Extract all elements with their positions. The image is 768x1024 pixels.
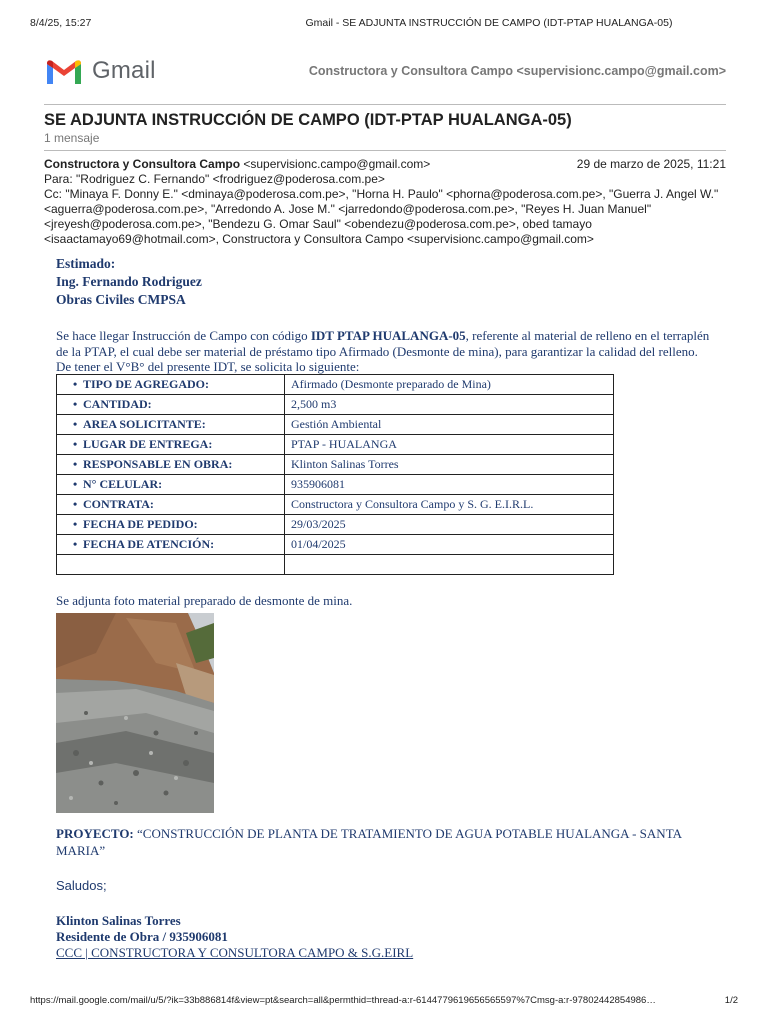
row-value: 935906081: [285, 475, 614, 495]
recipient-dept: Obras Civiles CMPSA: [56, 292, 186, 307]
table-row: [57, 415, 614, 435]
request-table: [56, 374, 614, 575]
row-key: RESPONSABLE EN OBRA:: [83, 457, 233, 471]
closing: Saludos;: [56, 878, 107, 893]
row-key: LUGAR DE ENTREGA:: [83, 437, 213, 451]
gmail-m-icon: [44, 57, 84, 85]
bullet-icon: •: [73, 517, 78, 531]
table-row: [57, 435, 614, 455]
greeting-line: Estimado:: [56, 256, 116, 271]
table-row: [57, 455, 614, 475]
divider: [44, 104, 726, 105]
table-row: [57, 375, 614, 395]
row-key: N° CELULAR:: [83, 477, 163, 491]
intro-text: Se hace llegar Instrucción de Campo con código: [56, 328, 311, 343]
account-address: Constructora y Consultora Campo <supervisionc.campo@gmail.com>: [308, 64, 726, 78]
project-name: “CONSTRUCCIÓN DE PLANTA DE TRATAMIENTO DE AGUA POTABLE HUALANGA - SANTA MARIA”: [56, 826, 682, 858]
row-value: Gestión Ambiental: [285, 415, 614, 435]
to-recipients: Para: "Rodriguez C. Fernando" <frodriguez@poderosa.com.pe>: [44, 172, 385, 186]
print-url: https://mail.google.com/mail/u/5/?ik=33b886814f&view=pt&search=all&permthid=thread-a:r-6144779619656565597%7Cmsg-a:r-97802442854986…: [30, 995, 656, 1006]
from-line: [44, 157, 726, 172]
row-key: TIPO DE AGREGADO:: [83, 377, 210, 391]
bullet-icon: •: [73, 537, 78, 551]
gmail-wordmark: Gmail: [92, 57, 156, 84]
bullet-icon: •: [73, 397, 78, 411]
row-key: FECHA DE ATENCIÓN:: [83, 537, 215, 551]
row-value: Klinton Salinas Torres: [285, 455, 614, 475]
row-value: 2,500 m3: [285, 395, 614, 415]
table-row-empty: [57, 555, 614, 575]
bullet-icon: •: [73, 377, 78, 391]
signature-role: Residente de Obra / 935906081: [56, 929, 228, 944]
row-key: CONTRATA:: [83, 497, 154, 511]
request-line: De tener el V°B° del presente IDT, se solicita lo siguiente:: [56, 359, 360, 374]
print-footer: [30, 995, 738, 1006]
sender-name: Constructora y Consultora Campo: [44, 157, 241, 171]
table-row: [57, 495, 614, 515]
photo-illustration: [56, 613, 214, 813]
message-count: 1 mensaje: [44, 131, 100, 145]
table-row: [57, 475, 614, 495]
bullet-icon: •: [73, 417, 78, 431]
print-datetime: 8/4/25, 15:27: [30, 17, 92, 29]
row-value: [285, 555, 614, 575]
print-header: [30, 17, 728, 29]
row-value: Afirmado (Desmonte preparado de Mina): [285, 375, 614, 395]
row-key: [57, 555, 285, 575]
message-header: [44, 157, 726, 247]
bullet-icon: •: [73, 497, 78, 511]
signature: [56, 913, 718, 961]
greeting: [56, 255, 718, 309]
bullet-icon: •: [73, 437, 78, 451]
intro-text-cont: , referente al material de relleno en el terraplén de la PTAP, el cual debe ser material de préstamo tipo Afirmado (Desmonte de mina), para garantizar la calidad del relleno.: [56, 328, 710, 359]
idt-code: IDT PTAP HUALANGA-05: [310, 328, 466, 343]
row-value: 01/04/2025: [285, 535, 614, 555]
row-value: 29/03/2025: [285, 515, 614, 535]
table-row: [57, 535, 614, 555]
row-key: AREA SOLICITANTE:: [83, 417, 206, 431]
sent-date: 29 de marzo de 2025, 11:21: [576, 157, 726, 171]
project-label: PROYECTO:: [56, 826, 134, 841]
table-row: [57, 395, 614, 415]
email-subject: SE ADJUNTA INSTRUCCIÓN DE CAMPO (IDT-PTAP HUALANGA-05): [44, 111, 572, 129]
gmail-logo: [44, 57, 156, 85]
print-title: Gmail - SE ADJUNTA INSTRUCCIÓN DE CAMPO (IDT-PTAP HUALANGA-05): [305, 17, 673, 29]
row-key: CANTIDAD:: [83, 397, 152, 411]
brand-row: [44, 56, 726, 86]
bullet-icon: •: [73, 477, 78, 491]
sender-email: <supervisionc.campo@gmail.com>: [240, 157, 431, 171]
page-number: 1/2: [724, 995, 738, 1006]
row-value: PTAP - HUALANGA: [285, 435, 614, 455]
intro-paragraph: [56, 328, 718, 359]
table-row: [57, 515, 614, 535]
signature-company-link[interactable]: CCC | CONSTRUCTORA Y CONSULTORA CAMPO & S.G.EIRL: [56, 945, 414, 960]
divider: [44, 150, 726, 151]
message-body: [56, 255, 718, 961]
attached-photo[interactable]: [56, 613, 214, 813]
project-line: [56, 825, 718, 859]
photo-caption: Se adjunta foto material preparado de desmonte de mina.: [56, 593, 353, 608]
bullet-icon: •: [73, 457, 78, 471]
row-value: Constructora y Consultora Campo y S. G. E.I.R.L.: [285, 495, 614, 515]
signature-name: Klinton Salinas Torres: [56, 913, 181, 928]
recipient-name: Ing. Fernando Rodriguez: [56, 274, 202, 289]
row-key: FECHA DE PEDIDO:: [83, 517, 198, 531]
cc-recipients: Cc: "Minaya F. Donny E." <dminaya@poderosa.com.pe>, "Horna H. Paulo" <phorna@poderosa.com.pe>, "Guerra J. Angel W." <aguerra@poderosa.com.pe>, "Arredondo A. Jose M." <jarredondo@poderosa.com.pe>, "Reyes H. Juan Manuel" <jreyesh@poderosa.com.pe>, "Bendezu G. Omar Saul" <obendezu@poderosa.com.pe>, obed tamayo <isaactamayo69@hotmail.com>, Constructora y Consultora Campo <supervisionc.campo@gmail.com>: [44, 187, 719, 246]
